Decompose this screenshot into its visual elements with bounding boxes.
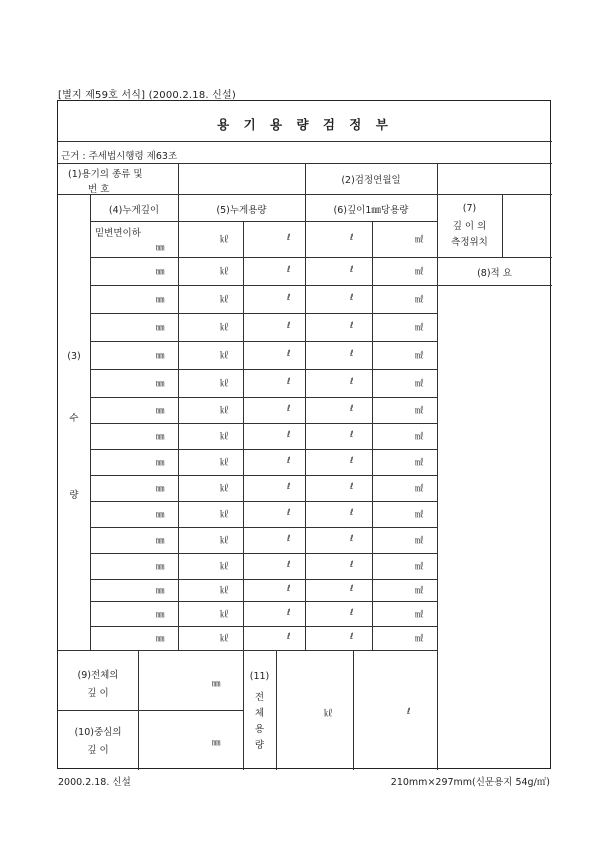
row-rule <box>90 626 437 627</box>
unit-ml: ㎖ <box>415 406 424 416</box>
unit-l: ℓ <box>287 456 291 466</box>
unit-ml: ㎖ <box>415 235 424 245</box>
field11-number: (11) <box>249 671 270 682</box>
unit-kl: ㎘ <box>220 351 229 361</box>
unit-mm: ㎜ <box>156 586 165 596</box>
col5-header: (5)누게용량 <box>216 205 267 216</box>
field9-label: (9)전체의 <box>77 670 119 681</box>
unit-l: ℓ <box>350 607 354 618</box>
unit-kl: ㎘ <box>220 562 229 572</box>
unit-mm: ㎜ <box>156 432 165 442</box>
row-rule <box>90 313 437 314</box>
unit-kl: ㎘ <box>220 267 229 277</box>
field9-label-line2: 깊 이 <box>87 688 109 699</box>
unit-kl: ㎘ <box>220 432 229 442</box>
rule <box>502 194 503 257</box>
unit-ml: ㎖ <box>415 562 424 572</box>
field3-number: (3) <box>67 351 81 362</box>
unit-kl: ㎘ <box>220 586 229 596</box>
rule <box>437 650 438 770</box>
field3-char: 량 <box>69 490 79 501</box>
unit-mm: ㎜ <box>156 323 165 333</box>
unit-l: ℓ <box>287 584 291 594</box>
unit-ml: ㎖ <box>415 586 424 596</box>
unit-kl: ㎘ <box>220 484 229 494</box>
unit-kl: ㎘ <box>220 458 229 468</box>
capacity-inspection-form <box>57 100 551 769</box>
form-header-note: [별지 제59호 서식] (2000.2.18. 신설) <box>58 90 236 101</box>
rule <box>178 194 179 650</box>
unit-ml: ㎖ <box>415 634 424 644</box>
unit-l: ℓ <box>350 482 354 492</box>
unit-ml: ㎖ <box>415 379 424 389</box>
unit-mm: ㎜ <box>156 562 165 572</box>
unit-kl: ㎘ <box>220 609 229 620</box>
row-rule <box>90 579 437 580</box>
field9-unit-mm: ㎜ <box>212 679 221 689</box>
unit-kl: ㎘ <box>220 536 229 546</box>
unit-mm: ㎜ <box>156 536 165 546</box>
footer-left: 2000.2.18. 신설 <box>58 777 131 788</box>
field7-label: 깊 이 의 <box>452 221 487 232</box>
footer-right: 210mm×297mm(신문용지 54g/㎡) <box>390 777 550 788</box>
rule <box>58 710 243 711</box>
field7-label-line2: 측정위치 <box>451 237 488 248</box>
unit-l: ℓ <box>350 508 354 518</box>
field10-label: (10)중심의 <box>74 727 122 738</box>
row-rule <box>90 285 437 286</box>
unit-mm: ㎜ <box>156 267 165 277</box>
row-rule <box>90 257 437 258</box>
unit-mm: ㎜ <box>156 609 165 620</box>
unit-l: ℓ <box>287 560 291 570</box>
unit-mm: ㎜ <box>156 484 165 494</box>
rule <box>58 141 552 142</box>
rule <box>353 650 354 770</box>
unit-l: ℓ <box>350 349 354 359</box>
unit-l: ℓ <box>350 560 354 570</box>
rule <box>58 650 437 651</box>
rule <box>90 194 91 650</box>
row-rule <box>90 501 437 502</box>
unit-ml: ㎖ <box>415 484 424 494</box>
field11-unit-kl: ㎘ <box>324 709 333 719</box>
row-rule <box>90 449 437 450</box>
unit-l: ℓ <box>350 430 354 440</box>
row-rule <box>90 475 437 476</box>
unit-ml: ㎖ <box>415 323 424 333</box>
unit-mm: ㎜ <box>156 634 165 644</box>
basis-text: 근거 : 주세법시행령 제63조 <box>61 151 178 162</box>
unit-l: ℓ <box>287 349 291 359</box>
unit-l: ℓ <box>350 377 354 387</box>
unit-l: ℓ <box>287 607 291 618</box>
unit-kl: ㎘ <box>220 406 229 416</box>
row-rule <box>90 527 437 528</box>
field8-label: (8)적 요 <box>477 268 512 279</box>
field10-label-line2: 깊 이 <box>87 745 109 756</box>
unit-ml: ㎖ <box>415 510 424 520</box>
unit-ml: ㎖ <box>415 295 424 305</box>
unit-l: ℓ <box>350 534 354 544</box>
unit-mm: ㎜ <box>156 458 165 468</box>
field11-unit-l: ℓ <box>407 707 411 717</box>
unit-l: ℓ <box>287 265 291 275</box>
form-title: 용 기 용 량 검 정 부 <box>217 117 393 132</box>
unit-kl: ㎘ <box>220 323 229 333</box>
row-rule <box>90 221 437 222</box>
unit-kl: ㎘ <box>220 295 229 305</box>
unit-ml: ㎖ <box>415 267 424 277</box>
rule <box>138 650 139 770</box>
field2-label: (2)검정연월일 <box>341 175 401 186</box>
row-rule <box>90 397 437 398</box>
unit-ml: ㎖ <box>415 609 424 620</box>
row-rule <box>90 369 437 370</box>
first-row-label: 밑변면이하 <box>95 228 141 239</box>
unit-l: ℓ <box>287 377 291 387</box>
row-rule <box>90 423 437 424</box>
field1-label-line2: 번 호 <box>88 184 110 195</box>
unit-mm: ㎜ <box>156 510 165 520</box>
unit-l: ℓ <box>350 456 354 466</box>
unit-kl: ㎘ <box>220 634 229 644</box>
rule <box>437 285 552 286</box>
unit-l: ℓ <box>287 482 291 492</box>
rule <box>305 194 306 650</box>
unit-l: ℓ <box>287 508 291 518</box>
unit-l: ℓ <box>287 404 291 414</box>
unit-l: ℓ <box>287 293 291 303</box>
unit-mm: ㎜ <box>156 379 165 389</box>
unit-l: ℓ <box>350 293 354 303</box>
row-rule <box>90 341 437 342</box>
rule <box>276 650 277 770</box>
unit-ml: ㎖ <box>415 536 424 546</box>
field10-unit-mm: ㎜ <box>212 738 221 748</box>
col4-header: (4)누게깊이 <box>108 205 160 216</box>
col6-header: (6)깊이1㎜당용량 <box>333 205 409 216</box>
rule <box>178 163 179 194</box>
unit-ml: ㎖ <box>415 351 424 361</box>
unit-kl: ㎘ <box>220 379 229 389</box>
field3-char: 수 <box>69 413 79 424</box>
row-rule <box>90 601 437 602</box>
unit-l: ℓ <box>350 321 354 331</box>
field11-char: 체 <box>254 708 265 719</box>
field11-char: 전 <box>254 692 265 703</box>
unit-l: ℓ <box>350 233 354 243</box>
unit-mm: ㎜ <box>156 243 165 253</box>
unit-ml: ㎖ <box>415 432 424 442</box>
field11-char: 량 <box>254 740 265 751</box>
unit-kl: ㎘ <box>220 235 229 245</box>
unit-ml: ㎖ <box>415 458 424 468</box>
field1-label: (1)용기의 종류 및 <box>68 169 143 180</box>
field11-char: 용 <box>254 724 265 735</box>
rule <box>437 257 552 258</box>
unit-mm: ㎜ <box>156 295 165 305</box>
unit-l: ℓ <box>350 632 354 642</box>
unit-l: ℓ <box>287 430 291 440</box>
unit-l: ℓ <box>287 632 291 642</box>
unit-l: ℓ <box>350 404 354 414</box>
field7-number: (7) <box>462 203 477 214</box>
unit-l: ℓ <box>350 584 354 594</box>
unit-l: ℓ <box>287 321 291 331</box>
unit-kl: ㎘ <box>220 510 229 520</box>
unit-mm: ㎜ <box>156 351 165 361</box>
unit-l: ℓ <box>287 534 291 544</box>
row-rule <box>90 553 437 554</box>
unit-l: ℓ <box>350 265 354 275</box>
unit-l: ℓ <box>287 233 291 243</box>
unit-mm: ㎜ <box>156 406 165 416</box>
